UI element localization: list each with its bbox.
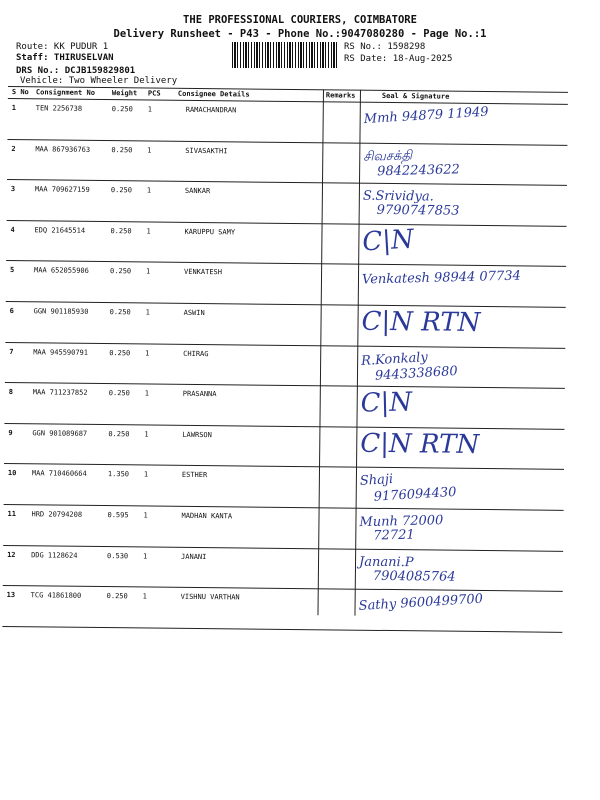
- route-label: Route: KK PUDUR 1: [16, 42, 109, 52]
- cell-consignee: CHIRAG: [183, 349, 209, 358]
- cell-pcs: 1: [146, 227, 151, 236]
- cell-consignment: MAA 867936763: [35, 144, 91, 154]
- cell-consignee: MADHAN KANTA: [181, 511, 233, 521]
- handwritten-signature: C|N: [361, 224, 415, 258]
- cell-weight: 0.250: [108, 429, 130, 439]
- cell-weight: 0.595: [107, 511, 129, 520]
- cell-weight: 0.250: [110, 226, 132, 236]
- cell-consignment: GGN 901089687: [32, 429, 88, 438]
- cell-weight: 0.530: [107, 551, 129, 560]
- staff-label: Staff: THIRUSELVAN: [16, 53, 114, 63]
- row-divider: [5, 382, 565, 389]
- handwritten-signature: Shaji: [359, 472, 394, 490]
- cell-weight: 0.250: [108, 389, 130, 398]
- row-divider: [3, 545, 563, 552]
- cell-pcs: 1: [146, 267, 151, 276]
- cell-weight: 1.350: [107, 470, 130, 479]
- company-title: THE PROFESSIONAL COURIERS, COIMBATORE: [183, 14, 417, 26]
- col-weight: Weight: [111, 89, 138, 98]
- handwritten-signature: 7904085764: [372, 568, 456, 585]
- cell-pcs: 1: [147, 146, 152, 155]
- handwritten-signature: Janani.P: [358, 554, 414, 570]
- cell-weight: 0.250: [110, 186, 133, 195]
- handwritten-signature: C|N RTN: [360, 428, 480, 460]
- cell-consignee: VISHNU VARTHAN: [180, 593, 240, 602]
- col-remarks: Remarks: [325, 91, 356, 100]
- remarks-divider: [317, 89, 324, 615]
- handwritten-signature: R.Konkaly: [360, 349, 429, 369]
- table-header-border: [8, 98, 568, 105]
- cell-pcs: 1: [143, 511, 148, 520]
- row-divider: [4, 463, 564, 470]
- cell-consignment: DDG 1128624: [31, 550, 78, 560]
- cell-pcs: 1: [142, 592, 147, 601]
- row-divider: [6, 301, 566, 308]
- cell-consignment: HRD 20794208: [31, 510, 83, 519]
- col-seal-signature: Seal & Signature: [381, 91, 450, 101]
- cell-consignment: MAA 652055906: [34, 266, 89, 276]
- cell-sno: 12: [7, 550, 16, 559]
- cell-sno: 8: [8, 388, 14, 397]
- cell-sno: 3: [10, 185, 16, 194]
- drs-number: DRS No.: DCJB159829801: [16, 66, 136, 76]
- runsheet-subtitle: Delivery Runsheet - P43 - Phone No.:9047080280 - Page No.:1: [113, 28, 487, 40]
- cell-weight: 0.250: [110, 267, 132, 276]
- cell-pcs: 1: [144, 430, 149, 439]
- cell-consignment: EDQ 21645514: [34, 226, 86, 235]
- row-divider: [7, 179, 567, 186]
- cell-consignment: TEN 2256738: [35, 104, 83, 113]
- cell-sno: 1: [11, 104, 17, 113]
- col-consignee: Consignee Details: [177, 89, 250, 99]
- runsheet-table: [2, 86, 568, 622]
- handwritten-signature: 9790747853: [376, 203, 460, 219]
- cell-consignee: SIVASAKTHI: [185, 146, 228, 155]
- cell-weight: 0.250: [106, 592, 128, 601]
- handwritten-signature: C|N RTN: [361, 306, 481, 338]
- row-divider: [5, 342, 565, 349]
- vehicle-label: Vehicle: Two Wheeler Delivery: [20, 76, 178, 86]
- cell-sno: 6: [9, 307, 14, 316]
- row-divider: [7, 220, 567, 227]
- cell-consignment: MAA 710460664: [31, 469, 87, 479]
- rs-number: RS No.: 1598298: [344, 42, 426, 52]
- cell-consignee: PRASANNA: [182, 390, 217, 399]
- cell-pcs: 1: [143, 470, 149, 479]
- cell-pcs: 1: [145, 308, 150, 317]
- handwritten-signature: 9842243622: [376, 161, 461, 179]
- handwritten-signature: சிவசக்தி: [363, 147, 413, 165]
- row-divider: [4, 504, 564, 511]
- cell-pcs: 1: [147, 105, 153, 114]
- row-divider: [2, 626, 562, 633]
- cell-consignment: TCG 41861800: [30, 591, 82, 600]
- cell-weight: 0.250: [111, 105, 133, 114]
- rs-date: RS Date: 18-Aug-2025: [344, 54, 453, 64]
- row-divider: [4, 423, 564, 430]
- cell-consignee: ESTHER: [181, 471, 208, 480]
- cell-consignee: VENKATESH: [184, 268, 223, 277]
- cell-weight: 0.250: [111, 145, 133, 154]
- col-pcs: PCS: [147, 89, 161, 98]
- handwritten-signature: C|N: [360, 387, 413, 419]
- cell-consignee: KARUPPU SAMY: [184, 227, 236, 237]
- handwritten-signature: Venkatesh 98944 07734: [361, 269, 521, 288]
- seal-divider: [354, 90, 361, 616]
- cell-consignment: MAA 711237852: [32, 388, 88, 398]
- handwritten-signature: Mmh 94879 11949: [363, 104, 490, 128]
- cell-pcs: 1: [146, 186, 152, 195]
- cell-consignment: MAA 709627159: [34, 185, 90, 195]
- cell-sno: 11: [7, 510, 16, 519]
- cell-consignment: MAA 945590791: [33, 347, 89, 357]
- row-divider: [7, 139, 567, 146]
- cell-sno: 4: [10, 225, 15, 234]
- cell-sno: 2: [11, 144, 16, 153]
- handwritten-signature: Munh 72000: [359, 513, 444, 531]
- handwritten-signature: 72721: [373, 527, 415, 544]
- handwritten-signature: 9176094430: [373, 485, 457, 506]
- cell-consignee: RAMACHANDRAN: [185, 105, 237, 115]
- cell-pcs: 1: [143, 552, 148, 561]
- cell-sno: 10: [7, 469, 17, 478]
- cell-pcs: 1: [145, 349, 150, 358]
- handwritten-signature: Sathy 9600499700: [358, 591, 484, 615]
- col-consignment: Consignment No: [35, 88, 95, 97]
- cell-pcs: 1: [144, 389, 150, 398]
- cell-consignment: GGN 901185930: [33, 307, 89, 316]
- cell-consignee: ASWIN: [183, 308, 205, 318]
- cell-sno: 5: [10, 266, 15, 275]
- col-sno: S No: [11, 88, 29, 97]
- cell-weight: 0.250: [109, 348, 131, 357]
- cell-consignee: JANANI: [181, 552, 207, 561]
- handwritten-signature: 9443338680: [374, 363, 459, 384]
- row-divider: [6, 260, 566, 267]
- handwritten-signature: S.Srividya.: [362, 188, 434, 205]
- cell-sno: 7: [9, 347, 14, 356]
- cell-weight: 0.250: [109, 308, 131, 317]
- cell-sno: 9: [8, 428, 13, 437]
- cell-sno: 13: [6, 591, 16, 600]
- cell-consignee: LAWRSON: [182, 430, 212, 439]
- cell-consignee: SANKAR: [184, 187, 211, 196]
- barcode: [232, 42, 338, 68]
